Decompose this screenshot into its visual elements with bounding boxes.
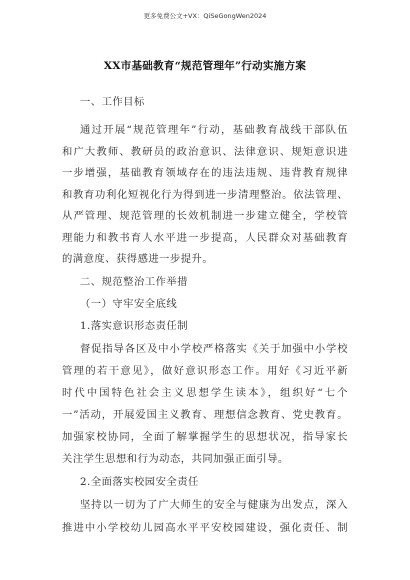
section1-line: 理能力和教书育人水平进一步提高，人民群众对基础教育 (62, 232, 348, 244)
section1-line: 的满意度、获得感进一步提升。 (62, 253, 214, 265)
section1-heading: 一、工作目标 (80, 96, 145, 108)
item1-line: 督促指导各区及中小学校严格落实《关于加强中小学校 (80, 343, 348, 355)
item2-line: 坚持以一切为了广大师生的安全与健康为出发点，深入 (80, 499, 348, 511)
item1-heading: 1.落实意识形态责任制 (80, 320, 188, 332)
section1-line: 从严管理、规范管理的长效机制进一步建立健全，学校管 (62, 210, 348, 222)
item2-heading: 2.全面落实校园安全责任 (80, 476, 199, 488)
item2-line: 推进中小学校幼儿园高水平平安校园建设，强化责任、制 (62, 522, 348, 534)
item1-line: 加强家校协同，全面了解掌握学生的思想状况，指导家长 (62, 431, 348, 443)
document-title: XX市基础教育“规范管理年”行动实施方案 (103, 60, 307, 72)
section2-heading: 二、规范整治工作举措 (80, 276, 188, 288)
section1-line: 和广大教师、教研员的政治意识、法律意识、规矩意识进 (62, 146, 348, 158)
section1-line: 一步增强，基础教育领域存在的违法违规、违背教育规律 (62, 167, 348, 179)
item1-line: 关注学生思想和行为动态，共同加强正面引导。 (62, 453, 289, 465)
header-note: 更多免费公文+VX：QiSeGongWen2024 (143, 12, 267, 20)
subsection1-heading: （一）守牢安全底线 (80, 298, 178, 310)
item1-line: 管理的若干意见》，做好意识形态工作。用好《习近平新 (62, 365, 348, 377)
item1-line: 时代中国特色社会主义思想学生读本》，组织好“七个 (62, 387, 348, 399)
section1-line: 和教育功利化短视化行为得到进一步清理整治。依法管理、 (62, 189, 348, 201)
section1-line: 通过开展“规范管理年”行动，基础教育战线干部队伍 (80, 124, 348, 136)
item1-line: 一”活动，开展爱国主义教育、理想信念教育、党史教育。 (62, 409, 348, 421)
